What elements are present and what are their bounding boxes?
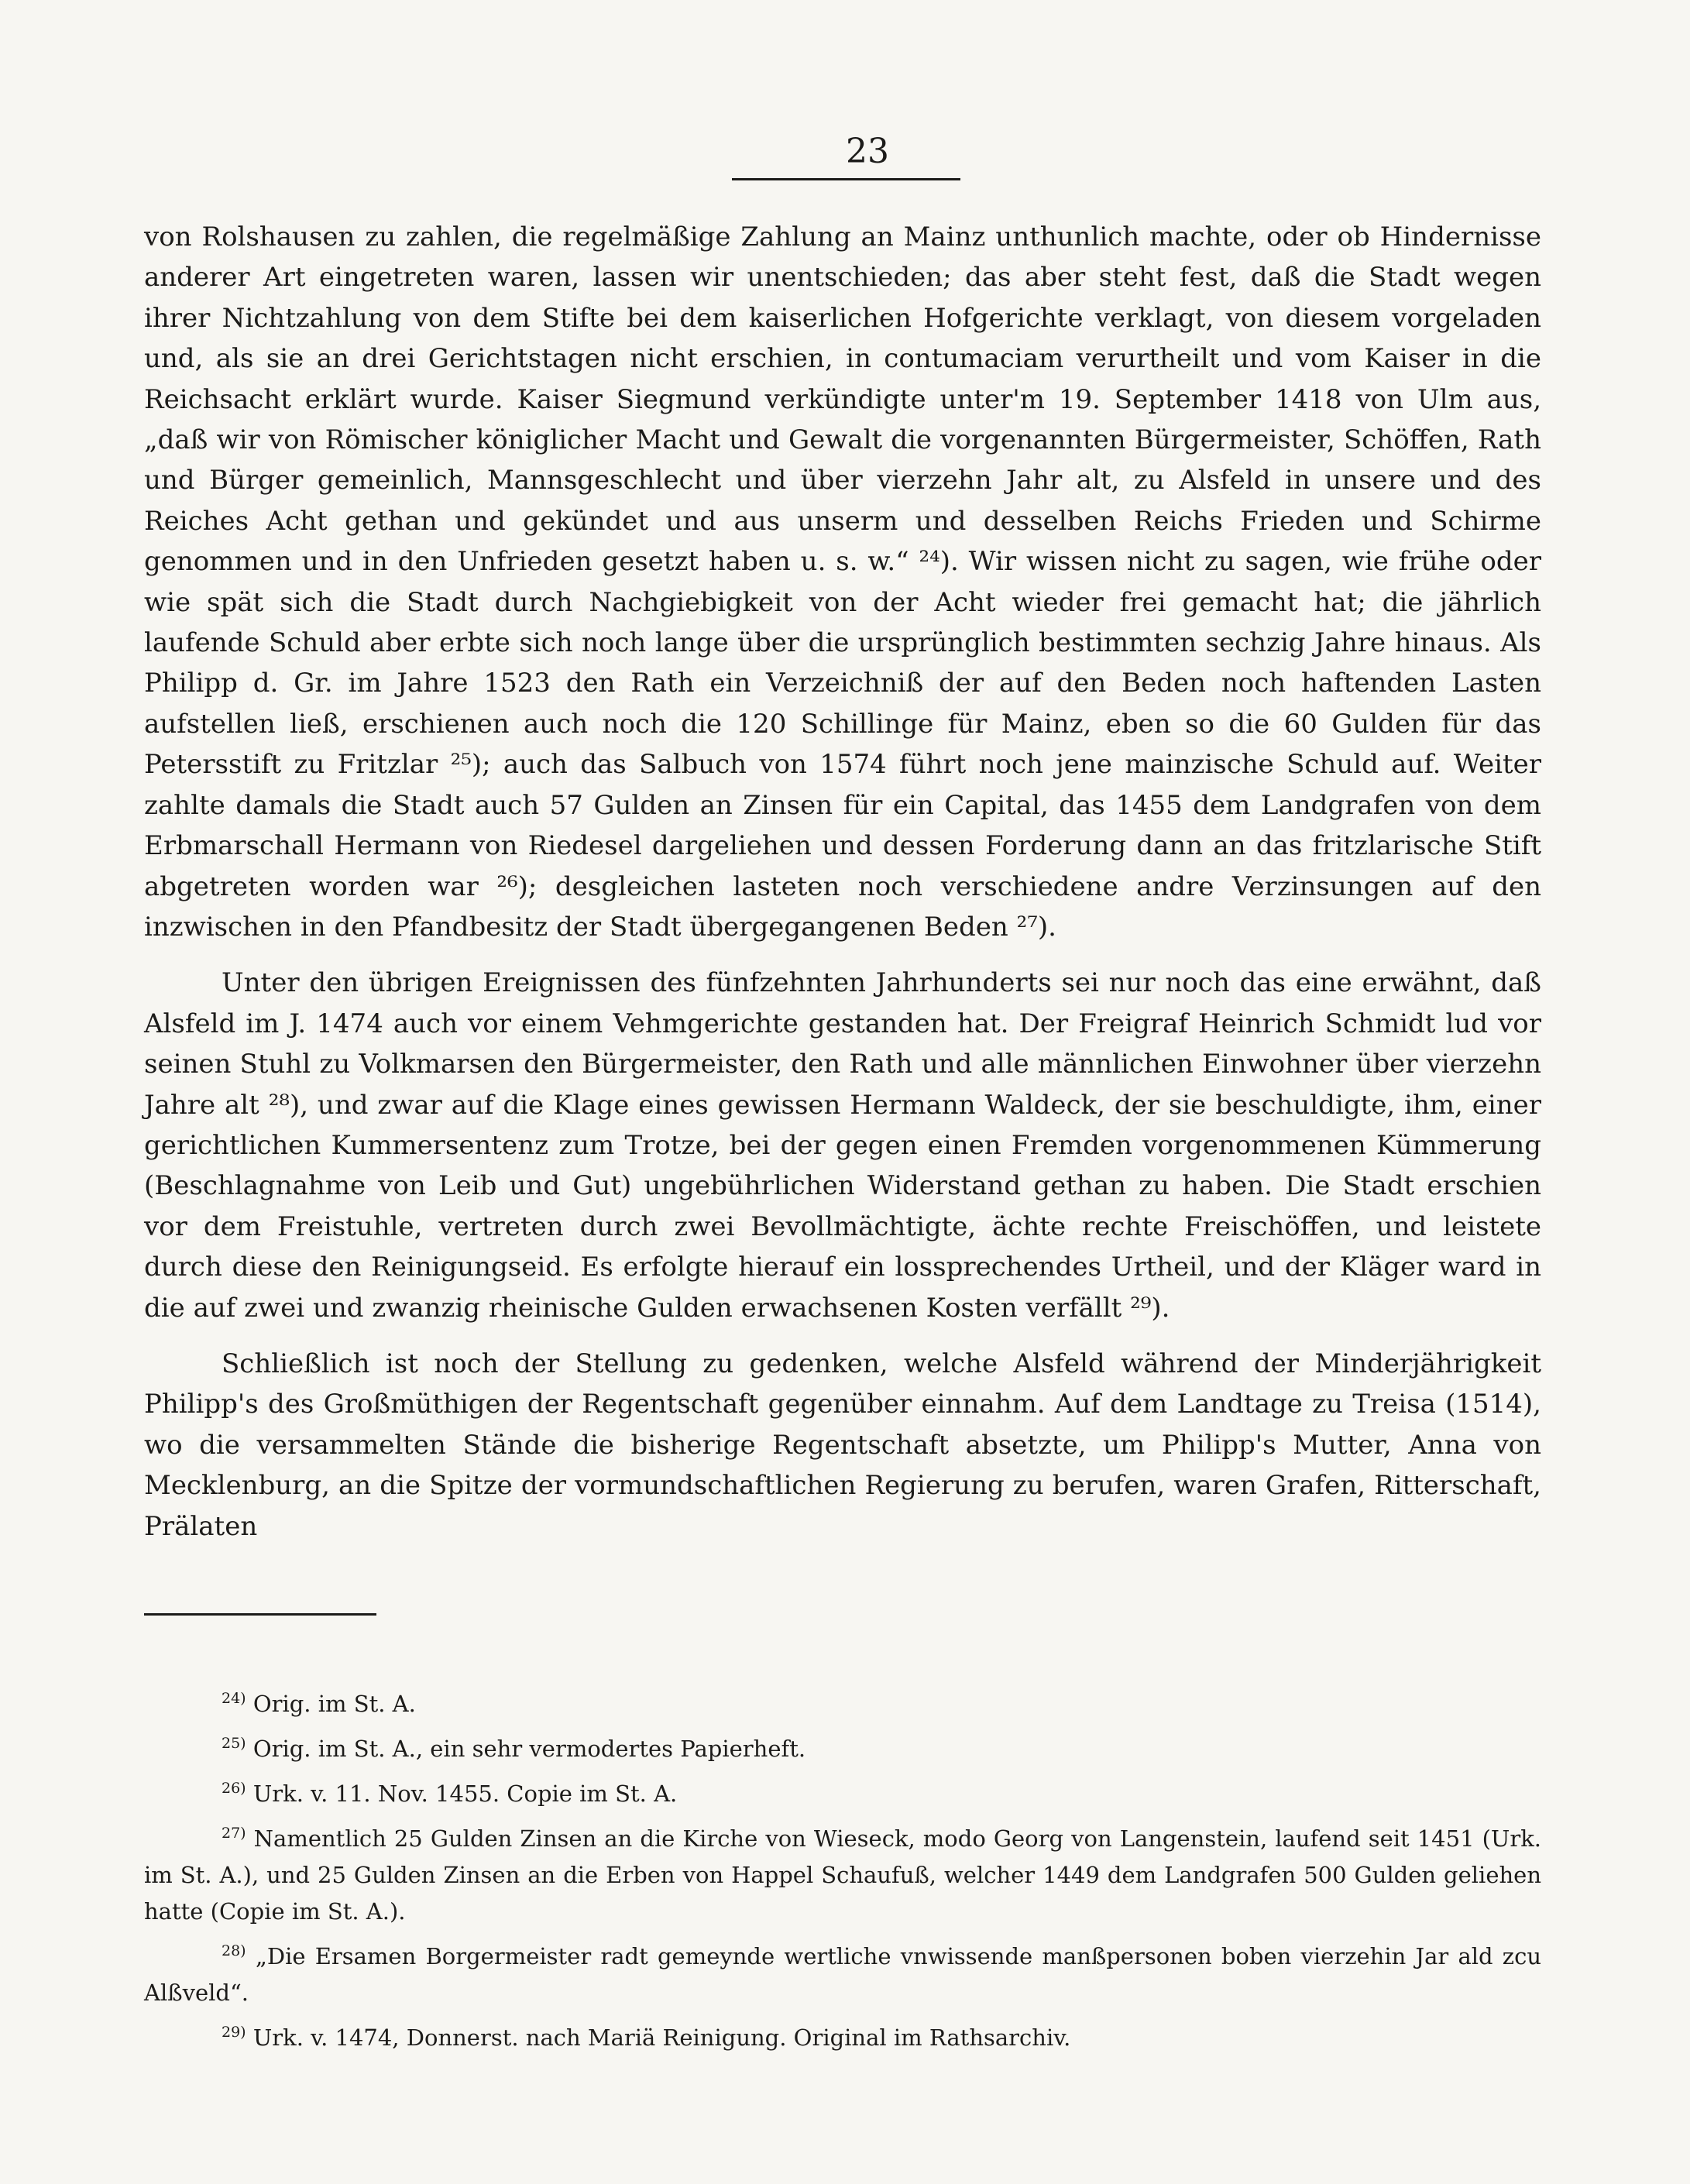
footnote-28 (144, 1933, 1541, 2011)
footnote-text: Urk. v. 1474, Donnerst. nach Mariä Reinigung. Original im Rathsarchiv. (252, 2024, 1071, 2051)
footnote-number: 27) (222, 1825, 246, 1842)
footnote-29 (144, 2014, 1541, 2056)
footnote-27 (144, 1815, 1541, 1930)
body-text (144, 217, 1541, 1547)
paragraph-2: Unter den übrigen Ereignissen des fünfzehnten Jahrhunderts sei nur noch das eine erwähnt, daß Alsfeld im J. 1474 auch vor einem Vehmgerichte gestanden hat. Der Freigraf Heinrich Schmidt lud vor seinen Stuhl zu Volkmarsen den Bürgermeister, den Rath und alle männlichen Einwohner über vierzehn Jahre alt ²⁸), und zwar auf die Klage eines gewissen Hermann Waldeck, der sie beschuldigte, ihm, einer gerichtlichen Kummersentenz zum Trotze, bei der gegen einen Fremden vorgenommenen Kümmerung (Beschlagnahme von Leib und Gut) ungebührlichen Widerstand gethan zu haben. Die Stadt erschien vor dem Freistuhle, vertreten durch zwei Bevollmächtigte, ächte rechte Freischöffen, und leistete durch diese den Reinigungseid. Es erfolgte hierauf ein lossprechendes Urtheil, und der Kläger ward in die auf zwei und zwanzig rheinische Gulden erwachsenen Kosten verfällt ²⁹). (144, 967, 1541, 1324)
footnote-25 (144, 1726, 1541, 1767)
header-rule (732, 178, 960, 180)
footnote-number: 25) (222, 1735, 246, 1752)
footnote-24 (144, 1681, 1541, 1722)
footnote-number: 26) (222, 1780, 246, 1797)
footnote-number: 28) (222, 1942, 246, 1959)
footnote-text: Orig. im St. A., ein sehr vermodertes Papierheft. (252, 1736, 806, 1762)
footnotes (144, 1681, 1541, 2059)
footnote-number: 24) (222, 1690, 246, 1707)
footnote-number: 29) (222, 2024, 246, 2041)
footnote-rule (144, 1613, 376, 1616)
footnote-text: Namentlich 25 Gulden Zinsen an die Kirche von Wieseck, modo Georg von Langenstein, laufend seit 1451 (Urk. im St. A.), und 25 Gulden Zinsen an die Erben von Happel Schaufuß, welcher 1449 dem Landgrafen 500 Gulden geliehen hatte (Copie im St. A.). (144, 1825, 1542, 1925)
footnote-text: „Die Ersamen Borgermeister radt gemeynde wertliche vnwissende manßpersonen boben vierzehin Jar ald zcu Alßveld“. (144, 1943, 1542, 2006)
footnote-text: Urk. v. 11. Nov. 1455. Copie im St. A. (252, 1781, 678, 1807)
page-number: 23 (846, 132, 889, 171)
paragraph-1: von Rolshausen zu zahlen, die regelmäßige Zahlung an Mainz unthunlich machte, oder ob Hindernisse anderer Art eingetreten waren, lassen wir unentschieden; das aber steht fest, daß die Stadt wegen ihrer Nichtzahlung von dem Stifte bei dem kaiserlichen Hofgerichte verklagt, von diesem vorgeladen und, als sie an drei Gerichtstagen nicht erschien, in contumaciam verurtheilt und vom Kaiser in die Reichsacht erklärt wurde. Kaiser Siegmund verkündigte unter'm 19. September 1418 von Ulm aus, „daß wir von Römischer königlicher Macht und Gewalt die vorgenannten Bürgermeister, Schöffen, Rath und Bürger gemeinlich, Mannsgeschlecht und über vierzehn Jahr alt, zu Alsfeld in unsere und des Reiches Acht gethan und gekündet und aus unserm und desselben Reichs Frieden und Schirme genommen und in den Unfrieden gesetzt haben u. s. w.“ ²⁴). Wir wissen nicht zu sagen, wie frühe oder wie spät sich die Stadt durch Nachgiebigkeit von der Acht wieder frei gemacht hat; die jährlich laufende Schuld aber erbte sich noch lange über die ursprünglich bestimmten sechzig Jahre hinaus. Als Philipp d. Gr. im Jahre 1523 den Rath ein Verzeichniß der auf den Beden noch haftenden Lasten aufstellen ließ, erschienen auch noch die 120 Schillinge für Mainz, eben so die 60 Gulden für das Petersstift zu Fritzlar ²⁵); auch das Salbuch von 1574 führt noch jene mainzische Schuld auf. Weiter zahlte damals die Stadt auch 57 Gulden an Zinsen für ein Capital, das 1455 dem Landgrafen von dem Erbmarschall Hermann von Riedesel dargeliehen und dessen Forderung dann an das fritzlarische Stift abgetreten worden war ²⁶); desgleichen lasteten noch verschiedene andre Verzinsungen auf den inzwischen in den Pfandbesitz der Stadt übergegangenen Beden ²⁷). (144, 221, 1541, 943)
footnote-26 (144, 1770, 1541, 1812)
paragraph-3: Schließlich ist noch der Stellung zu gedenken, welche Alsfeld während der Minderjährigkeit Philipp's des Großmüthigen der Regentschaft gegenüber einnahm. Auf dem Landtage zu Treisa (1514), wo die versammelten Stände die bisherige Regentschaft absetzte, um Philipp's Mutter, Anna von Mecklenburg, an die Spitze der vormundschaftlichen Regierung zu berufen, waren Grafen, Ritterschaft, Prälaten (144, 1348, 1541, 1542)
footnote-text: Orig. im St. A. (252, 1691, 416, 1717)
